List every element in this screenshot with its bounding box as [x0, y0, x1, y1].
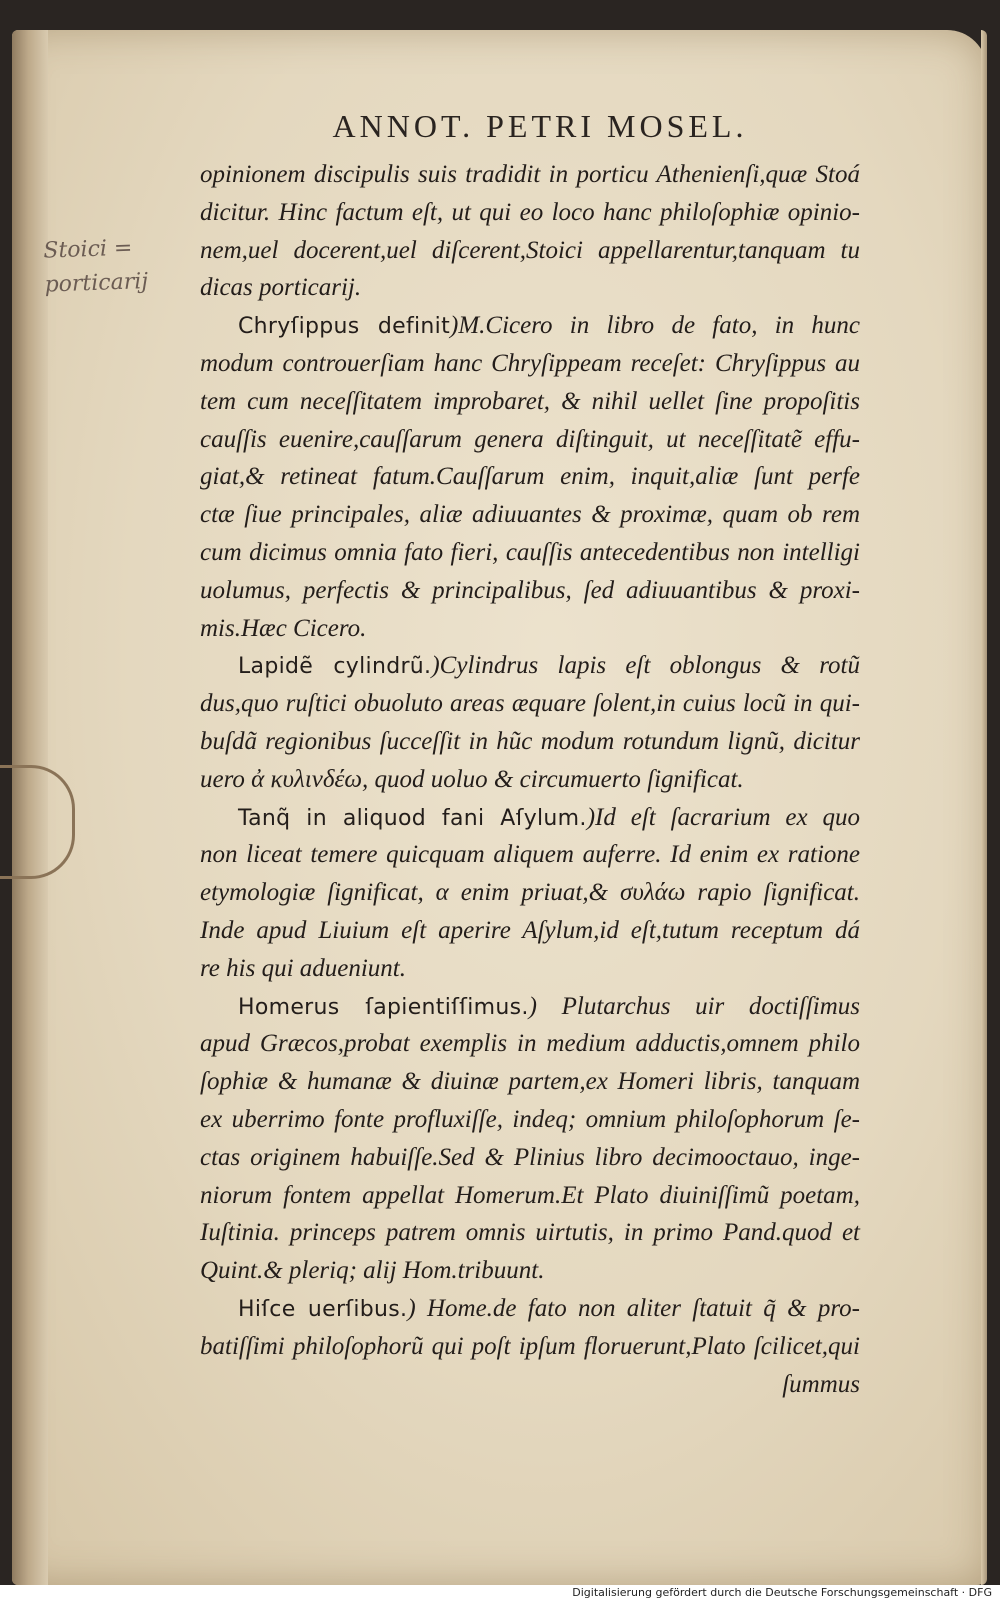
line-text: Iuſtinia. princeps patrem omnis uirtutis, in primo Pand.quod et	[200, 1219, 860, 1247]
body-text	[200, 156, 860, 1403]
line-text: mis.Hæc Cicero.	[200, 614, 367, 642]
text-line	[200, 232, 860, 270]
line-text: Inde apud Liuium eſt aperire Aſylum,id eſt,tutum receptum dá	[200, 916, 860, 944]
text-line	[200, 761, 860, 799]
line-text: batiſſimi philoſophorũ qui poſt ipſum floruerunt,Plato ſcilicet,qui	[200, 1332, 860, 1360]
margin-note-line: Stoici =	[42, 235, 133, 264]
page-edge	[981, 30, 987, 1585]
text-line	[200, 534, 860, 572]
line-text: niorum fontem appellat Homerum.Et Plato diuiniſſimũ poetam,	[200, 1181, 860, 1209]
running-header: ANNOT. PETRI MOSEL.	[332, 108, 748, 144]
line-text: re his qui adueniunt.	[200, 954, 407, 982]
line-text: uolumus, perfectis & principalibus, ſed adiuuantibus & proxi-	[200, 576, 860, 604]
line-text: dicitur. Hinc factum eſt, ut qui eo loco hanc philoſophiæ opinio-	[200, 198, 860, 226]
lemma-line	[200, 647, 860, 685]
line-text: ) Home.de fato non aliter ſtatuit q̃ & pro-	[407, 1294, 860, 1322]
text-line	[200, 685, 860, 723]
text-line	[200, 1025, 860, 1063]
line-text: modum controuerſiam hanc Chryſippeam receſet: Chryſippus au	[200, 349, 860, 377]
lemma: Chryſippus definit	[238, 314, 451, 340]
margin-note-line: porticarij	[44, 269, 149, 298]
text-line	[200, 269, 860, 307]
text-line	[200, 458, 860, 496]
line-text: )Cylindrus lapis eſt oblongus & rotũ	[431, 652, 861, 680]
text-line	[200, 156, 860, 194]
lemma-line	[200, 307, 860, 345]
line-text: ctas originem habuiſſe.Sed & Plinius libro decimooctauo, inge-	[200, 1143, 860, 1171]
line-text: tem cum neceſſitatem improbaret, & nihil uellet ſine propoſitis	[200, 387, 860, 415]
text-line	[200, 1214, 860, 1252]
line-text: opinionem discipulis suis tradidit in porticu Athenienſi,quæ Stoá	[200, 161, 860, 188]
text-line	[200, 912, 860, 950]
line-text: etymologiæ ſignificat, α enim priuat,& συλάω rapio ſignificat.	[200, 879, 860, 907]
text-line	[200, 1177, 860, 1215]
line-text: non liceat temere quicquam aliquem auferre. Id enim ex ratione	[200, 841, 860, 869]
book-clasp	[0, 765, 75, 879]
text-line	[200, 421, 860, 459]
line-text: ctæ ſiue principales, aliæ adiuuantes & proximæ, quam ob rem	[200, 501, 860, 529]
text-line	[200, 572, 860, 610]
text-line	[200, 1252, 860, 1290]
text-line	[200, 194, 860, 232]
line-text: ſophiæ & humanæ & diuinæ partem,ex Homeri libris, tanquam	[200, 1068, 860, 1096]
line-text: dus,quo ruſtici obuoluto areas æquare ſolent,in cuius locũ in qui-	[200, 690, 860, 718]
line-text: ) Plutarchus uir doctiſſimus	[528, 992, 861, 1020]
text-line	[200, 610, 860, 648]
lemma: Tanq̃ in aliquod fani Aſylum.	[238, 805, 587, 831]
text-line	[200, 383, 860, 421]
lemma-line	[200, 988, 860, 1026]
line-text: )Id eſt ſacrarium ex quo	[586, 803, 860, 831]
lemma-line	[200, 799, 860, 837]
line-text: ex uberrimo fonte profluxiſſe, indeq; omnium philoſophorum ſe-	[200, 1105, 860, 1133]
catchword	[200, 1366, 860, 1404]
lemma: Hiſce uerſibus.	[238, 1296, 408, 1322]
line-text: Quint.& pleriq; alij Hom.tribuunt.	[200, 1257, 545, 1285]
text-line	[200, 836, 860, 874]
line-text: giat,& retineat fatum.Cauſſarum enim, inquit,aliæ ſunt perfe	[200, 463, 860, 491]
line-text: apud Græcos,probat exemplis in medium adductis,omnem philo	[200, 1030, 860, 1058]
text-line	[200, 345, 860, 383]
line-text: nem,uel docerent,uel diſcerent,Stoici appellarentur,tanquam tu	[200, 236, 860, 264]
line-text: buſdã regionibus ſucceſſit in hũc modum rotundum lignũ, dicitur	[200, 727, 860, 755]
line-text: ſummus	[782, 1370, 860, 1398]
line-text: cauſſis euenire,cauſſarum genera diſtinguit, ut neceſſitatẽ effu-	[200, 425, 860, 453]
text-line	[200, 496, 860, 534]
lemma: Homerus ſapientiſſimus.	[238, 994, 529, 1020]
text-line	[200, 1139, 860, 1177]
line-text: dicas porticarij.	[200, 274, 362, 302]
text-line	[200, 950, 860, 988]
lemma-line	[200, 1290, 860, 1328]
footer-credit: Digitalisierung gefördert durch die Deutsche Forschungsgemeinschaft · DFG	[572, 1586, 992, 1599]
text-line	[200, 723, 860, 761]
line-text: cum dicimus omnia fato fieri, cauſſis antecedentibus non intelligi	[200, 538, 860, 566]
text-line	[200, 874, 860, 912]
lemma: Lapidẽ cylindrũ.	[238, 654, 432, 680]
text-line	[200, 1101, 860, 1139]
text-line	[200, 1328, 860, 1366]
line-text: )M.Cicero in libro de fato, in hunc	[450, 312, 861, 340]
handwritten-margin-note	[43, 229, 195, 302]
line-text: uero ἀ κυλινδέω, quod uoluo & circumuerto ſignificat.	[200, 765, 744, 793]
footer-bar	[0, 1585, 1000, 1603]
text-line	[200, 1063, 860, 1101]
